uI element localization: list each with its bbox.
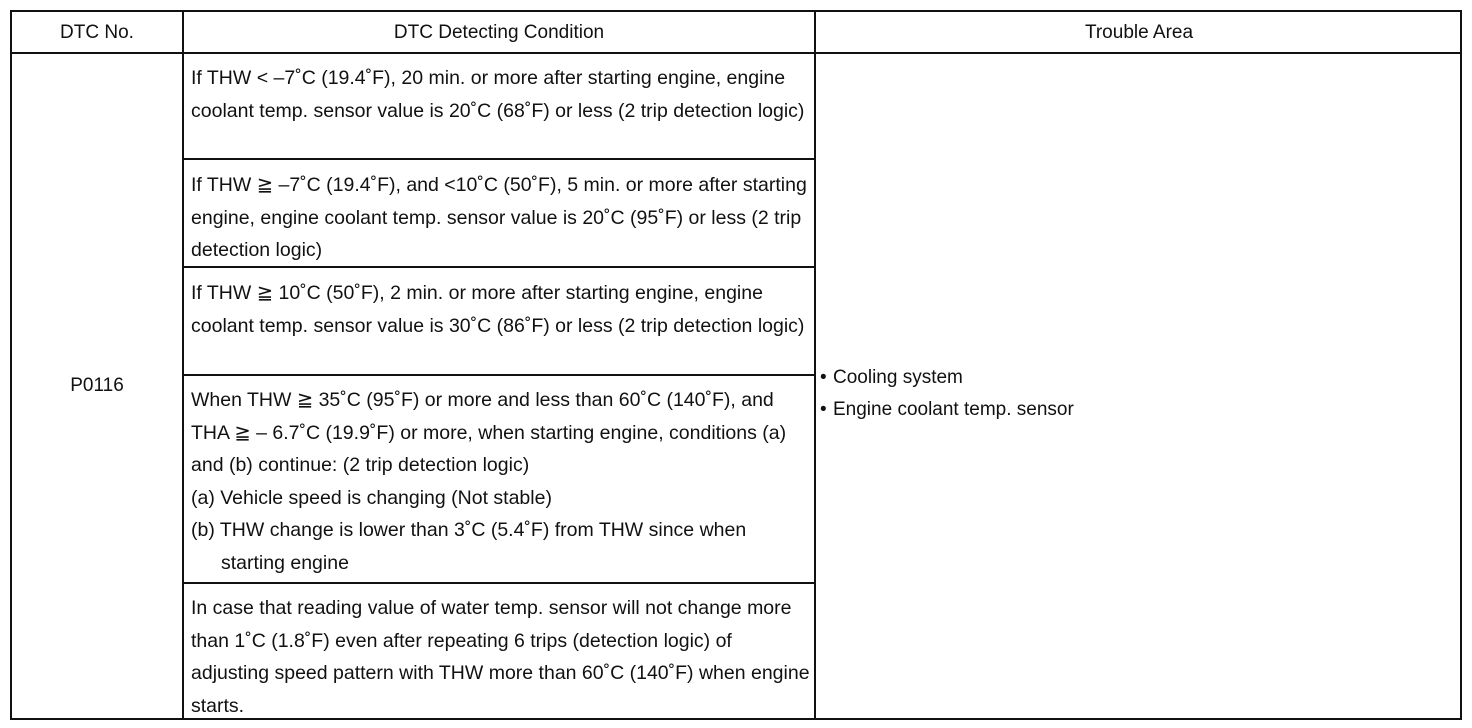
- dtc-table: [10, 10, 1462, 720]
- condition-text: When THW ≧ 35˚C (95˚F) or more and less than 60˚C (140˚F), and THA ≧ – 6.7˚C (19.9˚F) or more, when starting engine, conditions (a) and (b) continue: (2 trip detection logic): [191, 389, 787, 476]
- condition-cell-1: [189, 62, 811, 127]
- header-dtc-no: DTC No.: [60, 22, 134, 43]
- column-divider: [814, 12, 816, 718]
- condition-text: If THW ≧ 10˚C (50˚F), 2 min. or more after starting engine, engine coolant temp. sensor value is 30˚C (86˚F) or less (2 trip detection logic): [191, 282, 805, 337]
- row-divider: [182, 582, 816, 584]
- condition-cell-4: [189, 384, 811, 579]
- condition-cell-2: [189, 169, 811, 267]
- condition-text: In case that reading value of water temp. sensor will not change more than 1˚C (1.8˚F) even after repeating 6 trips (detection logic) of adjusting speed pattern with THW more than 60˚C (140˚F) when engine starts.: [191, 597, 810, 717]
- condition-sub-a: (a) Vehicle speed is changing (Not stable): [191, 486, 552, 509]
- condition-text: If THW < –7˚C (19.4˚F), 20 min. or more after starting engine, engine coolant temp. sensor value is 20˚C (68˚F) or less (2 trip detection logic): [191, 67, 805, 122]
- bullet-icon: •: [820, 367, 827, 388]
- dtc-code: P0116: [70, 375, 124, 396]
- bullet-icon: •: [820, 399, 827, 420]
- row-divider: [182, 374, 816, 376]
- condition-text: If THW ≧ –7˚C (19.4˚F), and <10˚C (50˚F), 5 min. or more after starting engine, engine coolant temp. sensor value is 20˚C (95˚F) or less (2 trip detection logic): [191, 174, 807, 261]
- column-divider: [182, 12, 184, 718]
- trouble-area-text: Cooling system: [833, 367, 963, 388]
- condition-cell-5: [189, 592, 811, 722]
- condition-cell-3: [189, 277, 811, 342]
- trouble-area-text: Engine coolant temp. sensor: [833, 399, 1074, 420]
- condition-sub-b: (b) THW change is lower than 3˚C (5.4˚F) from THW since when starting engine: [191, 519, 747, 574]
- header-trouble-area: Trouble Area: [1084, 22, 1194, 43]
- trouble-area-item: [820, 362, 1074, 394]
- header-detecting-condition: DTC Detecting Condition: [393, 22, 605, 43]
- row-divider: [182, 158, 816, 160]
- trouble-area-cell: [820, 362, 1074, 426]
- trouble-area-item: [820, 394, 1074, 426]
- dtc-code-cell: [12, 54, 182, 718]
